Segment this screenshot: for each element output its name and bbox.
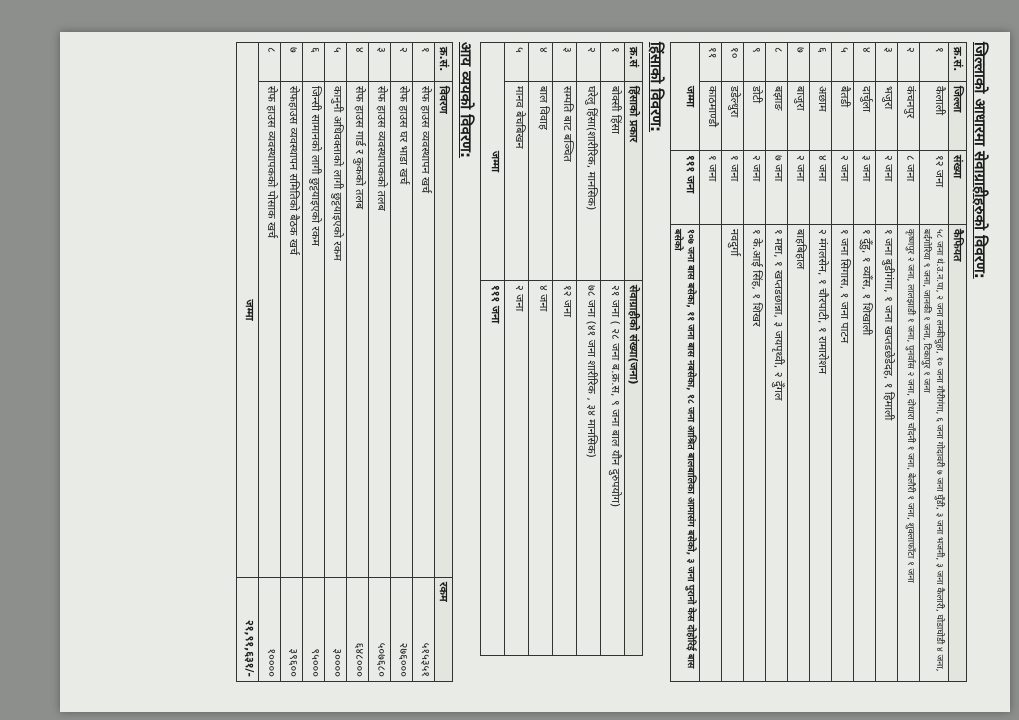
cell-sn: ५ xyxy=(325,43,347,82)
table-row xyxy=(553,43,577,656)
cell-remarks: १ जना सिगास, १ जना पाटन xyxy=(832,225,854,682)
table-row xyxy=(700,43,722,682)
cell-count: ४ जना xyxy=(529,281,553,656)
cell-count: २ जना xyxy=(744,151,766,225)
cell-type: मानव बेचबिखन xyxy=(505,82,529,281)
cell-district: डोटी xyxy=(744,82,766,151)
cell-remarks xyxy=(700,225,722,682)
table-row xyxy=(788,43,810,682)
cell-sn: ७ xyxy=(788,43,810,82)
cell-sn: ६ xyxy=(810,43,832,82)
cell-type: घरेलु हिंसा(शारीरिक, मानसिक) xyxy=(577,82,601,281)
table-row xyxy=(281,43,303,682)
cell-remarks: १ जना बुडीगंगा, १ जना खप्तडछेडेदह, १ हिमाली xyxy=(876,225,898,682)
section3-title: आय व्ययको विवरण: xyxy=(457,42,475,158)
table-row xyxy=(325,43,347,682)
cell-sn: ५ xyxy=(832,43,854,82)
table-row xyxy=(744,43,766,682)
table-row xyxy=(391,43,413,682)
table-row xyxy=(832,43,854,682)
cell-sn: ३ xyxy=(553,43,577,82)
cell-count: १ जना xyxy=(722,151,744,225)
table-row xyxy=(898,43,920,682)
cell-count: १२ जना xyxy=(553,281,577,656)
cell-sn: १ xyxy=(920,43,949,82)
header-sn: क्र.सं. xyxy=(435,43,453,82)
cell-sn: १ xyxy=(413,43,435,82)
cell-sn: २ xyxy=(391,43,413,82)
cell-sn: ३ xyxy=(369,43,391,82)
cell-district: भजुरा xyxy=(876,82,898,151)
cell-type: बोक्सी हिंसा xyxy=(601,82,625,281)
table-row xyxy=(722,43,744,682)
cell-district: दार्चुला xyxy=(854,82,876,151)
header-sn: क्र.सं. xyxy=(949,43,967,82)
cell-sn: ७ xyxy=(281,43,303,82)
cell-description: सेफ हाउस गार्ड र कुकको तलब xyxy=(347,82,369,578)
table-row xyxy=(810,43,832,682)
table-row xyxy=(505,43,529,656)
cell-district: बैतडी xyxy=(832,82,854,151)
total-amount: २१,९१,६३१/- xyxy=(237,578,259,682)
cell-description: सेफ हाउस व्यवस्थापकको तलब xyxy=(369,82,391,578)
cell-description: सेफ हाउस घर भाडा खर्च xyxy=(391,82,413,578)
violence-table xyxy=(480,42,643,656)
cell-remarks: २ मंगलसेन, १ चौरपाटी, १ रामारोशन xyxy=(810,225,832,682)
cell-count: ३ जना xyxy=(854,151,876,225)
cell-amount: ९५००० xyxy=(303,578,325,682)
cell-description: सेफ हाउस व्यवस्थापकको पोसाक खर्च xyxy=(259,82,281,578)
total-count: १११ जना xyxy=(671,151,700,225)
cell-count: २ जना xyxy=(505,281,529,656)
table-row xyxy=(303,43,325,682)
cell-remarks: १ के.आई सिंह, १ शिखर xyxy=(744,225,766,682)
cell-district: बझाङ xyxy=(766,82,788,151)
cell-sn: ५ xyxy=(505,43,529,82)
cell-sn: ९ xyxy=(744,43,766,82)
cell-remarks: नवदुर्गा xyxy=(722,225,744,682)
total-label: जम्मा xyxy=(671,43,700,151)
cell-sn: ४ xyxy=(347,43,369,82)
cell-sn: १ xyxy=(601,43,625,82)
cell-district: काठमाण्डौ xyxy=(700,82,722,151)
total-row xyxy=(671,43,700,682)
total-label: जम्मा xyxy=(237,43,259,578)
total-count: १११ जना xyxy=(481,281,505,656)
header-remarks: कैफियत xyxy=(949,225,967,682)
cell-count: ८ जना xyxy=(898,151,920,225)
header-violence-type: हिंसाको प्रकार xyxy=(625,82,643,281)
cell-type: सम्पति बाट बञ्चित xyxy=(553,82,577,281)
cell-amount: ५०७६८० xyxy=(369,578,391,682)
cell-amount: २७६००० xyxy=(391,578,413,682)
table-row xyxy=(259,43,281,682)
cell-district: डडेल्धुरा xyxy=(722,82,744,151)
table-row xyxy=(577,43,601,656)
district-table xyxy=(670,42,967,682)
cell-remarks: बाहबिहाल xyxy=(788,225,810,682)
cell-count: १२ जना xyxy=(920,151,949,225)
table-row xyxy=(601,43,625,656)
cell-remarks: कृष्णपुर २ जना, लालझाडी १ जना, पुनर्वास २ जना, दोधारा चाँदनी १ जना, बेलौरी १ जना, शुक्लाफाँटा १ जना xyxy=(898,225,920,682)
cell-remarks: १ दुँहु, १ व्याँस, १ शिखाली xyxy=(854,225,876,682)
cell-count: ४ जना xyxy=(810,151,832,225)
cell-sn: २ xyxy=(577,43,601,82)
table-row xyxy=(347,43,369,682)
cell-amount: ६४८००० xyxy=(347,578,369,682)
cell-count: २ जना xyxy=(876,151,898,225)
cell-district: कैलाली xyxy=(920,82,949,151)
table-row xyxy=(876,43,898,682)
cell-description: सेफ हाउस व्यवस्थापन खर्च xyxy=(413,82,435,578)
table-row xyxy=(529,43,553,656)
total-row xyxy=(481,43,505,656)
cell-amount: ३९६०० xyxy=(281,578,303,682)
table-row xyxy=(413,43,435,682)
cell-amount: ५१५३५१ xyxy=(413,578,435,682)
cell-sn: ८ xyxy=(766,43,788,82)
cell-count: २ जना xyxy=(788,151,810,225)
table-row xyxy=(369,43,391,682)
header-count: संख्या xyxy=(949,151,967,225)
header-amount: रकम xyxy=(435,578,453,682)
cell-district: बाजुरा xyxy=(788,82,810,151)
cell-count: २१ जना ( २८ जना ब.क्र.स, ९ जना बाल यौन दुरुपयोग) xyxy=(601,281,625,656)
header-description: विवरण xyxy=(435,82,453,578)
cell-sn: ४ xyxy=(854,43,876,82)
cell-sn: १० xyxy=(722,43,744,82)
header-district: जिल्ला xyxy=(949,82,967,151)
cell-sn: २ xyxy=(898,43,920,82)
cell-sn: ११ xyxy=(700,43,722,82)
cell-description: कानुनी अधिवक्ताको लागी छुट्टयाइएको रकम xyxy=(325,82,347,578)
cell-count: १ जना xyxy=(700,151,722,225)
income-expense-table xyxy=(236,42,453,682)
cell-sn: ६ xyxy=(303,43,325,82)
header-client-count: सेवाग्राहीको संख्या(जना) xyxy=(625,281,643,656)
total-remarks: १०७ जना बास बसेका, ११ जना बास नबसेका, १८ जना आश्रित बालबालिका आमासंग बसेको, ३ जना पुरानो केस दोहोरिई बास बसेको xyxy=(671,225,700,682)
cell-count: ७ जना xyxy=(766,151,788,225)
cell-district: अछाम xyxy=(810,82,832,151)
header-sn: क्र.सं xyxy=(625,43,643,82)
cell-remarks: ५८ जना धं.उ.न.पा, २ जना लम्कीचुहा, १० जना गौरीगंगा, ६ जना गोदावरी ७ जना घुँडी, ३ जना भजनी, ३ जना कैलारी, घोडाघोडी ४ जना, बर्दगोरिया ९ जना, जानकी १ जना, टिकापुर १ जना xyxy=(920,225,949,682)
rotated-document-content xyxy=(60,42,990,682)
cell-district: कंचनपुर xyxy=(898,82,920,151)
section2-title: हिंसाको विवरण: xyxy=(647,42,665,133)
cell-sn: ३ xyxy=(876,43,898,82)
cell-description: जिन्सी सामानको लागी छुट्टयाइएको रकम xyxy=(303,82,325,578)
cell-remarks: १ मष्टा, १ खप्तडछान्ना, ३ जयपृथ्वी, २ दुँगल xyxy=(766,225,788,682)
total-label: जम्मा xyxy=(481,43,505,281)
cell-count: ७८ जना (४१ जना शारीरिक , ३४ मानसिक) xyxy=(577,281,601,656)
total-row xyxy=(237,43,259,682)
cell-amount: १०००० xyxy=(259,578,281,682)
table-row xyxy=(766,43,788,682)
cell-description: सेफहाउस व्यवस्थापन समितिको बैठक खर्च xyxy=(281,82,303,578)
cell-sn: ४ xyxy=(529,43,553,82)
cell-sn: ८ xyxy=(259,43,281,82)
section1-title: जिल्लाको आधारमा सेवाग्राहीहरुको विवरण: xyxy=(971,42,989,279)
cell-amount: ३०००० xyxy=(325,578,347,682)
cell-type: बाल विवाह xyxy=(529,82,553,281)
table-row xyxy=(854,43,876,682)
cell-count: २ जना xyxy=(832,151,854,225)
table-row xyxy=(920,43,949,682)
